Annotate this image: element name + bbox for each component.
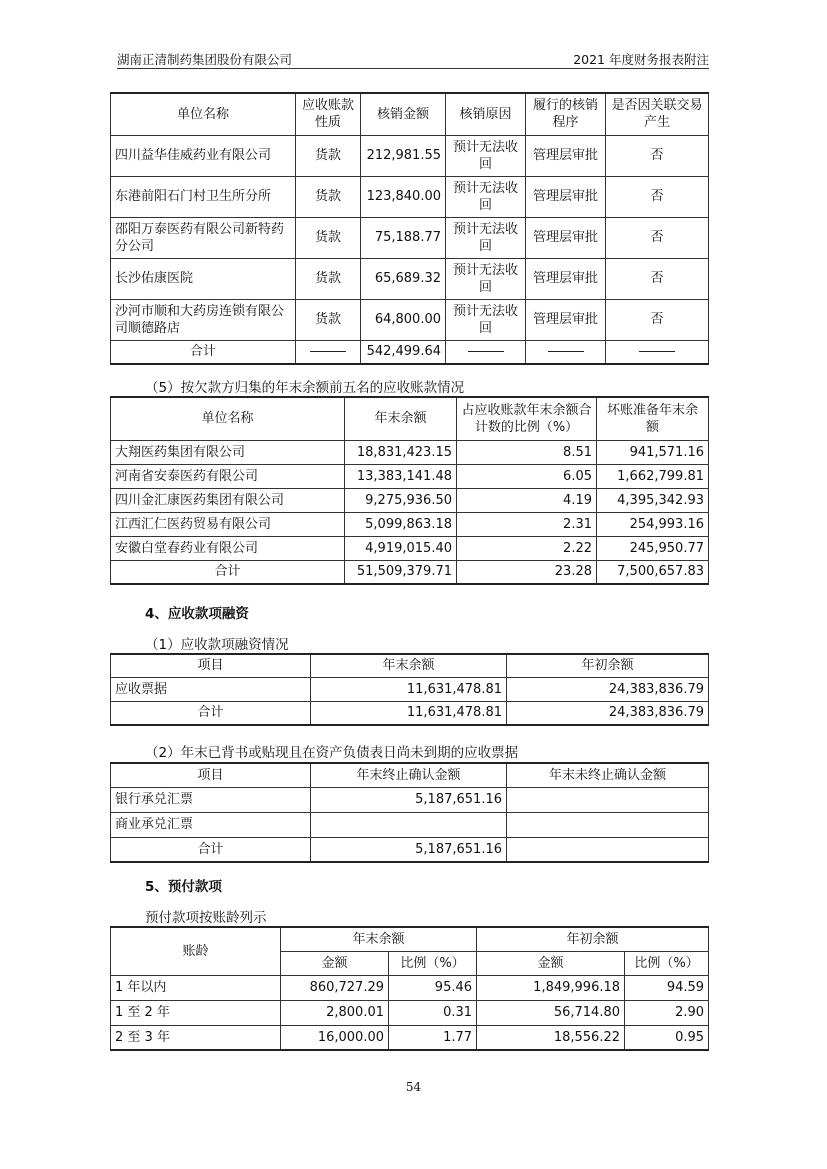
table-row	[111, 787, 709, 812]
table-row	[111, 677, 709, 701]
cell-total-label: 合计	[111, 560, 345, 584]
cell-reason: 预计无法收回	[446, 258, 526, 299]
prepayments-table	[110, 926, 709, 1051]
cell-ratio: 6.05	[457, 464, 597, 488]
cell-ratio: 8.51	[457, 440, 597, 464]
cell-ratio: 2.31	[457, 512, 597, 536]
page-number: 54	[405, 1080, 422, 1094]
cell-end-amount: 2,800.01	[281, 1000, 389, 1025]
cell-name: 河南省安泰医药有限公司	[111, 464, 345, 488]
table-row	[111, 176, 709, 217]
col-header-ratio: 比例（%）	[625, 951, 709, 975]
cell-begin-ratio: 94.59	[625, 975, 709, 1000]
cell-begin-ratio: 0.95	[625, 1025, 709, 1050]
report-title: 2021 年度财务报表附注	[573, 52, 709, 67]
table-header-row	[111, 763, 709, 787]
cell-end: 11,631,478.81	[311, 677, 507, 701]
section4-title: 4、应收款项融资	[145, 606, 249, 622]
col-header: 履行的核销程序	[526, 93, 606, 135]
cell-total-end: 11,631,478.81	[311, 701, 507, 725]
cell-name: 安徽白堂春药业有限公司	[111, 536, 345, 560]
endorsed-notes-table	[110, 762, 709, 863]
col-header: 年末终止确认金额	[311, 763, 507, 787]
cell-reason: 预计无法收回	[446, 217, 526, 258]
table-row	[111, 512, 709, 536]
cell-amount: 64,800.00	[361, 299, 446, 340]
cell-provision: 245,950.77	[597, 536, 709, 560]
col-header-begin: 年初余额	[477, 927, 709, 951]
cell-nature: 货款	[296, 258, 361, 299]
cell-reason: 预计无法收回	[446, 135, 526, 176]
cell-age: 1 年以内	[111, 975, 281, 1000]
cell-begin-ratio: 2.90	[625, 1000, 709, 1025]
col-header: 年末余额	[345, 397, 457, 440]
top5-table	[110, 396, 709, 585]
table-row	[111, 536, 709, 560]
cell-total-label: 合计	[111, 701, 311, 725]
col-header-amount: 金额	[477, 951, 625, 975]
cell-related: 否	[606, 299, 709, 340]
col-header: 项目	[111, 763, 311, 787]
cell-end-ratio: 95.46	[389, 975, 477, 1000]
cell-reason: 预计无法收回	[446, 299, 526, 340]
cell-name: 邵阳万泰医药有限公司新特药分公司	[111, 217, 296, 258]
table-row	[111, 1000, 709, 1025]
cell-related: 否	[606, 135, 709, 176]
cell-related: 否	[606, 258, 709, 299]
cell-item: 商业承兑汇票	[111, 812, 311, 837]
cell-not-derecognized	[507, 787, 709, 812]
section4-sub2: （2）年末已背书或贴现且在资产负债表日尚未到期的应收票据	[145, 745, 519, 761]
total-row	[111, 837, 709, 862]
table-row	[111, 440, 709, 464]
dash-cell	[296, 340, 361, 364]
cell-name: 四川益华佳威药业有限公司	[111, 135, 296, 176]
cell-name: 长沙佑康医院	[111, 258, 296, 299]
cell-related: 否	[606, 176, 709, 217]
cell-name: 江西汇仁医药贸易有限公司	[111, 512, 345, 536]
cell-total-amount: 542,499.64	[361, 340, 446, 364]
total-row	[111, 560, 709, 584]
table-row	[111, 812, 709, 837]
cell-balance: 13,383,141.48	[345, 464, 457, 488]
table-row	[111, 975, 709, 1000]
cell-procedure: 管理层审批	[526, 217, 606, 258]
table-row	[111, 464, 709, 488]
col-header: 应收账款性质	[296, 93, 361, 135]
cell-begin-amount: 1,849,996.18	[477, 975, 625, 1000]
cell-derecognized: 5,187,651.16	[311, 787, 507, 812]
cell-age: 1 至 2 年	[111, 1000, 281, 1025]
cell-procedure: 管理层审批	[526, 299, 606, 340]
cell-derecognized	[311, 812, 507, 837]
cell-end-amount: 16,000.00	[281, 1025, 389, 1050]
dash-mark	[468, 351, 504, 352]
cell-name: 大翔医药集团有限公司	[111, 440, 345, 464]
cell-item: 应收票据	[111, 677, 311, 701]
table-header-row	[111, 93, 709, 135]
col-header: 是否因关联交易产生	[606, 93, 709, 135]
dash-mark	[548, 351, 584, 352]
cell-amount: 65,689.32	[361, 258, 446, 299]
top5-title: （5）按欠款方归集的年末余额前五名的应收账款情况	[145, 380, 465, 396]
table-header-row	[111, 927, 709, 951]
cell-provision: 254,993.16	[597, 512, 709, 536]
cell-total-begin: 24,383,836.79	[507, 701, 709, 725]
cell-provision: 4,395,342.93	[597, 488, 709, 512]
cell-item: 银行承兑汇票	[111, 787, 311, 812]
cell-related: 否	[606, 217, 709, 258]
cell-ratio: 4.19	[457, 488, 597, 512]
cell-procedure: 管理层审批	[526, 176, 606, 217]
page-header	[117, 48, 709, 69]
cell-total-derecognized: 5,187,651.16	[311, 837, 507, 862]
cell-balance: 5,099,863.18	[345, 512, 457, 536]
writeoff-table	[110, 92, 709, 365]
cell-procedure: 管理层审批	[526, 135, 606, 176]
cell-balance: 4,919,015.40	[345, 536, 457, 560]
cell-amount: 123,840.00	[361, 176, 446, 217]
col-header: 年末未终止确认金额	[507, 763, 709, 787]
col-header: 核销金额	[361, 93, 446, 135]
section5-title: 5、预付款项	[145, 879, 222, 895]
dash-mark	[639, 351, 675, 352]
cell-total-label: 合计	[111, 340, 296, 364]
col-header: 坏账准备年末余额	[597, 397, 709, 440]
cell-nature: 货款	[296, 176, 361, 217]
col-header-age: 账龄	[111, 927, 281, 975]
cell-begin-amount: 56,714.80	[477, 1000, 625, 1025]
cell-nature: 货款	[296, 299, 361, 340]
col-header: 单位名称	[111, 397, 345, 440]
table-header-row	[111, 397, 709, 440]
cell-name: 四川金汇康医药集团有限公司	[111, 488, 345, 512]
cell-total-balance: 51,509,379.71	[345, 560, 457, 584]
table-row	[111, 217, 709, 258]
cell-provision: 941,571.16	[597, 440, 709, 464]
col-header: 年末余额	[311, 654, 507, 677]
cell-total-provision: 7,500,657.83	[597, 560, 709, 584]
cell-nature: 货款	[296, 217, 361, 258]
cell-end-amount: 860,727.29	[281, 975, 389, 1000]
table-row	[111, 299, 709, 340]
cell-end-ratio: 0.31	[389, 1000, 477, 1025]
cell-begin-amount: 18,556.22	[477, 1025, 625, 1050]
section5-sub: 预付款项按账龄列示	[145, 910, 267, 926]
cell-balance: 18,831,423.15	[345, 440, 457, 464]
financing-table	[110, 653, 709, 726]
col-header: 年初余额	[507, 654, 709, 677]
cell-amount: 75,188.77	[361, 217, 446, 258]
cell-provision: 1,662,799.81	[597, 464, 709, 488]
cell-begin: 24,383,836.79	[507, 677, 709, 701]
cell-total-not-derecognized	[507, 837, 709, 862]
table-row	[111, 488, 709, 512]
cell-not-derecognized	[507, 812, 709, 837]
cell-name: 东港前阳石门村卫生所分所	[111, 176, 296, 217]
total-row	[111, 701, 709, 725]
dash-cell	[446, 340, 526, 364]
cell-balance: 9,275,936.50	[345, 488, 457, 512]
col-header-amount: 金额	[281, 951, 389, 975]
table-row	[111, 258, 709, 299]
cell-amount: 212,981.55	[361, 135, 446, 176]
section4-sub1: （1）应收款项融资情况	[145, 637, 289, 653]
dash-cell	[606, 340, 709, 364]
cell-procedure: 管理层审批	[526, 258, 606, 299]
table-row	[111, 1025, 709, 1050]
col-header: 项目	[111, 654, 311, 677]
col-header: 占应收账款年末余额合计数的比例（%）	[457, 397, 597, 440]
cell-end-ratio: 1.77	[389, 1025, 477, 1050]
col-header-ratio: 比例（%）	[389, 951, 477, 975]
col-header: 核销原因	[446, 93, 526, 135]
dash-mark	[310, 351, 346, 352]
col-header-end: 年末余额	[281, 927, 477, 951]
cell-nature: 货款	[296, 135, 361, 176]
cell-total-label: 合计	[111, 837, 311, 862]
dash-cell	[526, 340, 606, 364]
cell-reason: 预计无法收回	[446, 176, 526, 217]
col-header: 单位名称	[111, 93, 296, 135]
total-row	[111, 340, 709, 364]
table-header-row	[111, 654, 709, 677]
cell-total-ratio: 23.28	[457, 560, 597, 584]
cell-name: 沙河市顺和大药房连锁有限公司顺德路店	[111, 299, 296, 340]
cell-ratio: 2.22	[457, 536, 597, 560]
table-row	[111, 135, 709, 176]
company-name: 湖南正清制药集团股份有限公司	[117, 52, 293, 67]
cell-age: 2 至 3 年	[111, 1025, 281, 1050]
